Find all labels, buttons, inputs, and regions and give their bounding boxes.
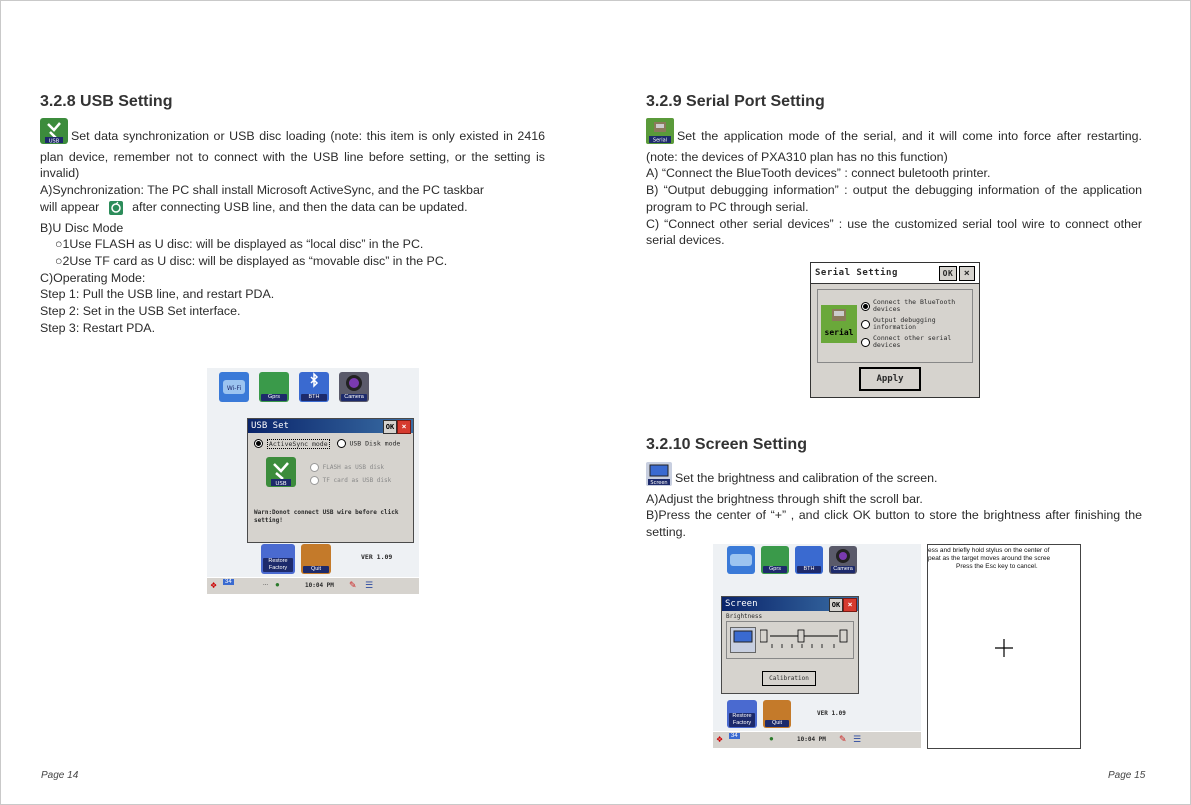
close-button[interactable]: × <box>397 420 411 434</box>
screen-option-a: A)Adjust the brightness through shift the scroll bar. <box>646 491 923 506</box>
opt-bluetooth-label: Connect the BlueTooth devices <box>873 298 956 313</box>
activesync-label: ActiveSync mode <box>268 439 328 448</box>
usb-mode-row <box>254 439 400 448</box>
clock: 10:04 PM <box>797 736 826 743</box>
camera-app-icon[interactable]: Camera <box>829 546 857 574</box>
usb-warn-text: Warn:Donot connect USB wire before click setting! <box>254 509 399 524</box>
operating-mode-title: C)Operating Mode: <box>40 270 146 285</box>
version-text: VER 1.09 <box>817 710 846 717</box>
screen-dialog-title: Screen <box>725 599 758 609</box>
bth-app-icon[interactable]: BTH <box>795 546 823 574</box>
wifi-app-icon <box>219 372 249 402</box>
page-number-left: Page 14 <box>41 770 79 781</box>
crosshair-icon[interactable] <box>995 639 1013 657</box>
usb-intro-block <box>40 118 545 336</box>
udisc-option-2: ○2Use TF card as U disc: will be displayed as “movable disc” in the PC. <box>55 253 448 268</box>
calibration-instructions <box>928 547 1081 571</box>
calibration-line-3: Press the Esc key to cancel. <box>956 563 1038 570</box>
left-page <box>40 0 550 805</box>
calibration-screen[interactable] <box>927 544 1081 749</box>
screen-intro-text: Set the brightness and calibration of the screen. <box>675 471 938 485</box>
svg-text:Serial: Serial <box>652 137 668 144</box>
serial-radio-list <box>861 299 973 349</box>
badge: 34 <box>731 733 738 739</box>
gprs-app-icon[interactable]: Gprs <box>259 372 289 402</box>
menu-icon[interactable]: ☰ <box>853 734 862 744</box>
serial-icon <box>646 118 674 149</box>
camera-app-icon[interactable]: Camera <box>339 372 369 402</box>
sync-line-2b: after connecting USB line, and then the data can be updated. <box>132 199 468 214</box>
restore-factory-icon[interactable]: Restore Factory <box>261 544 295 574</box>
page-number-right: Page 15 <box>1108 770 1146 781</box>
ok-button[interactable]: OK <box>383 420 397 434</box>
serial-intro-text: Set the application mode of the serial, and it will come into force after restarting.(note: the devices of PXA310 plan has no this function) <box>646 129 1142 164</box>
usb-dialog-icon <box>266 457 296 487</box>
taskbar <box>207 577 419 594</box>
screen-setting-heading: 3.2.10 Screen Setting <box>646 436 807 453</box>
ok-button[interactable]: OK <box>939 266 957 281</box>
quit-icon[interactable]: Quit <box>763 700 791 728</box>
version-text: VER 1.09 <box>361 553 393 561</box>
tf-option-label[interactable]: TF card as USB disk <box>322 477 392 484</box>
badge: 34 <box>225 579 232 585</box>
usb-disk-suboptions <box>310 461 391 487</box>
screen-dialog <box>721 596 859 694</box>
serial-dialog-title: Serial Setting <box>815 268 898 278</box>
usbdisk-radio[interactable] <box>337 439 346 448</box>
flash-option-label[interactable]: FLASH as USB disk <box>322 464 385 471</box>
serial-setting-dialog <box>810 262 980 398</box>
opt-debug-label: Output debugging information <box>873 316 936 331</box>
activesync-tray-icon[interactable]: ● <box>275 580 280 589</box>
step-2: Step 2: Set in the USB Set interface. <box>40 304 241 319</box>
menu-icon[interactable]: ☰ <box>365 580 374 590</box>
usb-set-dialog-titlebar <box>248 419 413 433</box>
step-1: Step 1: Pull the USB line, and restart PDA. <box>40 287 275 302</box>
step-3: Step 3: Restart PDA. <box>40 320 156 335</box>
ok-button[interactable]: OK <box>829 598 843 612</box>
usb-icon <box>40 118 68 149</box>
close-button[interactable]: × <box>843 598 857 612</box>
screen-setting-screenshot <box>713 544 921 748</box>
serial-port-heading: 3.2.9 Serial Port Setting <box>646 93 825 110</box>
screen-text-block <box>646 462 1142 541</box>
close-button[interactable]: × <box>959 266 975 281</box>
apply-button[interactable]: Apply <box>859 367 921 391</box>
calibration-line-2: peat as the target moves around the scree <box>928 555 1051 562</box>
bluetooth-radio[interactable] <box>861 302 870 311</box>
calibration-button[interactable]: Calibration <box>762 671 816 686</box>
clock: 10:04 PM <box>305 582 334 589</box>
usb-set-dialog <box>247 418 414 543</box>
svg-text:serial: serial <box>824 328 854 337</box>
serial-option-c: C) “Connect other serial devices” : use the customized serial tool wire to connect other serial devices. <box>646 216 1142 248</box>
serial-text-block <box>646 118 1142 249</box>
taskbar <box>713 731 921 748</box>
brightness-slider[interactable] <box>760 629 848 643</box>
screen-dialog-titlebar <box>722 597 858 611</box>
ellipsis-icon[interactable]: ... <box>263 581 269 587</box>
svg-text:USB: USB <box>48 138 60 144</box>
activesync-icon <box>109 201 123 220</box>
windows-start-icon[interactable]: ❖ <box>716 735 724 744</box>
screen-icon <box>646 462 672 491</box>
windows-start-icon[interactable]: ❖ <box>210 581 218 590</box>
svg-text:Wi-Fi: Wi-Fi <box>226 385 242 392</box>
input-panel-icon[interactable]: ✎ <box>349 580 357 590</box>
svg-text:USB: USB <box>275 481 287 487</box>
right-page <box>646 0 1146 805</box>
usb-setting-heading: 3.2.8 USB Setting <box>40 93 173 110</box>
usb-set-dialog-title: USB Set <box>251 421 289 431</box>
udisc-title: B)U Disc Mode <box>40 220 124 235</box>
serial-dialog-icon <box>821 305 857 343</box>
sync-line-2a: will appear <box>40 199 100 214</box>
restore-factory-icon[interactable]: Restore Factory <box>727 700 757 728</box>
sync-line-1: A)Synchronization: The PC shall install Microsoft ActiveSync, and the PC taskbar <box>40 183 484 198</box>
activesync-tray-icon[interactable]: ● <box>769 734 774 743</box>
other-serial-radio[interactable] <box>861 338 870 347</box>
screen-dialog-icon <box>730 627 756 653</box>
udisc-option-1: ○1Use FLASH as U disc: will be displayed as “local disc” in the PC. <box>55 237 424 252</box>
brightness-label: Brightness <box>726 613 763 620</box>
usbdisk-label: USB Disk mode <box>349 439 401 448</box>
serial-dialog-titlebar <box>811 263 979 284</box>
calibration-line-1: ess and briefly hold stylus on the center of <box>928 547 1050 554</box>
input-panel-icon[interactable]: ✎ <box>839 734 847 744</box>
screen-option-b: B)Press the center of “+” , and click OK button to store the brightness after finishing the setting. <box>646 508 1142 540</box>
bth-app-icon[interactable]: BTH <box>299 372 329 402</box>
quit-icon[interactable]: Quit <box>301 544 331 574</box>
activesync-radio[interactable] <box>254 439 263 448</box>
usb-intro-text: Set data synchronization or USB disc loading (note: this item is only existed in 2416 plan device, remember not to connect with the USB line before setting, or the setting is invalid) <box>40 129 545 181</box>
opt-other-label: Connect other serial devices <box>873 334 952 349</box>
svg-text:Screen: Screen <box>650 480 668 486</box>
serial-option-b: B) “Output debugging information” : output the debugging information of the application program to PC through serial. <box>646 183 1142 214</box>
gprs-app-icon[interactable]: Gprs <box>761 546 789 574</box>
usb-set-screenshot <box>207 368 419 594</box>
serial-option-a: A) “Connect the BlueTooth devices” : connect buletooth printer. <box>646 166 991 181</box>
debug-radio[interactable] <box>861 320 870 329</box>
wifi-app-icon <box>727 546 755 574</box>
